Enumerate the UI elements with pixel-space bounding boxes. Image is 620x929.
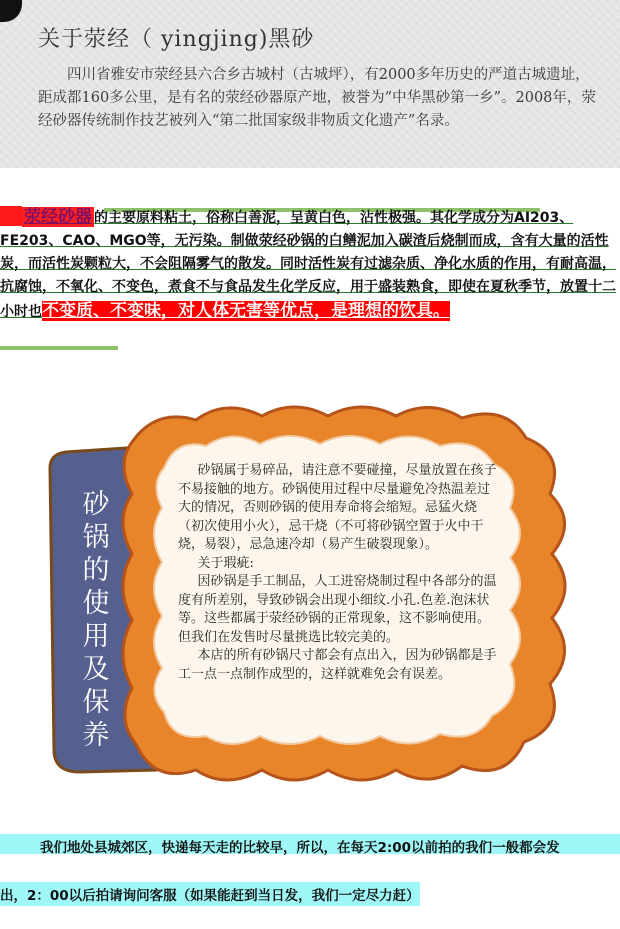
green-rule-bottom bbox=[0, 346, 118, 350]
card-text bbox=[178, 462, 498, 684]
intro-body: 的主要原料粘土，俗称白善泥，呈黄白色，沾性极强。其化学成分为AI203、FE203、CAO、MGO等，无污染。制做荥经砂锅的白鳝泥加入碳渣后烧制而成，含有大量的活性炭，而活性炭颗粒大，不会阻隔雾气的散发。同时活性炭有过滤杂质、净化水质的作用，有耐高温，抗腐蚀，不氧化、不变色，煮食不与食品发生化学反应，用于盛装熟食，即使在夏秋季节，放置十二小时也 bbox=[0, 210, 616, 320]
notice-line-1: 我们地处县城郊区，快递每天走的比较早，所以，在每天2:00以前拍的我们一般都会发 bbox=[40, 840, 560, 856]
side-title: 砂锅的使用及保养 bbox=[82, 489, 110, 751]
material-intro bbox=[0, 206, 620, 324]
banner-title: 关于荥经（ yingjing)黑砂 bbox=[38, 27, 315, 52]
notice-line-2-row bbox=[0, 882, 420, 906]
size-paragraph: 本店的所有砂锅尺寸都会有点出入，因为砂锅都是手工一点一点制作成型的，这样就难免会有误差。 bbox=[178, 648, 497, 682]
care-card bbox=[36, 398, 596, 798]
banner-corner-decoration bbox=[0, 0, 22, 22]
banner-description: 四川省雅安市荥经县六合乡古城村（古城坪），有2000多年历史的严道古城遗址，距成都160多公里，是有名的荥经砂器原产地，被誉为“中华黑砂第一乡”。2008年，荥经砂器传统制作技艺被列入“第二批国家级非物质文化遗产”名录。 bbox=[38, 67, 596, 129]
care-paragraph: 砂锅属于易碎品，请注意不要碰撞，尽量放置在孩子不易接触的地方。砂锅使用过程中尽量避免冷热温差过大的情况，否则砂锅的使用寿命将会缩短。忌猛火烧（初次使用小火），忌干烧（不可将砂锅空置于火中干烧，易裂），忌急速冷却（易产生破裂现象）。 bbox=[178, 463, 497, 552]
intro-title: 荥经砂器 bbox=[24, 207, 92, 227]
heritage-banner bbox=[0, 0, 620, 168]
notice-line-1-row bbox=[0, 834, 620, 858]
intro-highlight: 不变质、不变味，对人体无害等优点，是理想的饮具。 bbox=[42, 301, 450, 321]
flaw-paragraph: 因砂锅是手工制品，人工进窑烧制过程中各部分的温度有所差别，导致砂锅会出现小细纹.小孔.色差.泡沫状等。这些都属于荥经砂锅的正常现象，这不影响使用。但我们在发售时尽量挑选比较完美的。 bbox=[178, 574, 497, 645]
notice-line-2: 出，2：00以后拍请询问客服（如果能赶到当日发，我们一定尽力赶） bbox=[0, 882, 420, 906]
intro-lead-marker bbox=[0, 206, 22, 226]
flaw-heading: 关于瑕疵: bbox=[197, 555, 254, 571]
